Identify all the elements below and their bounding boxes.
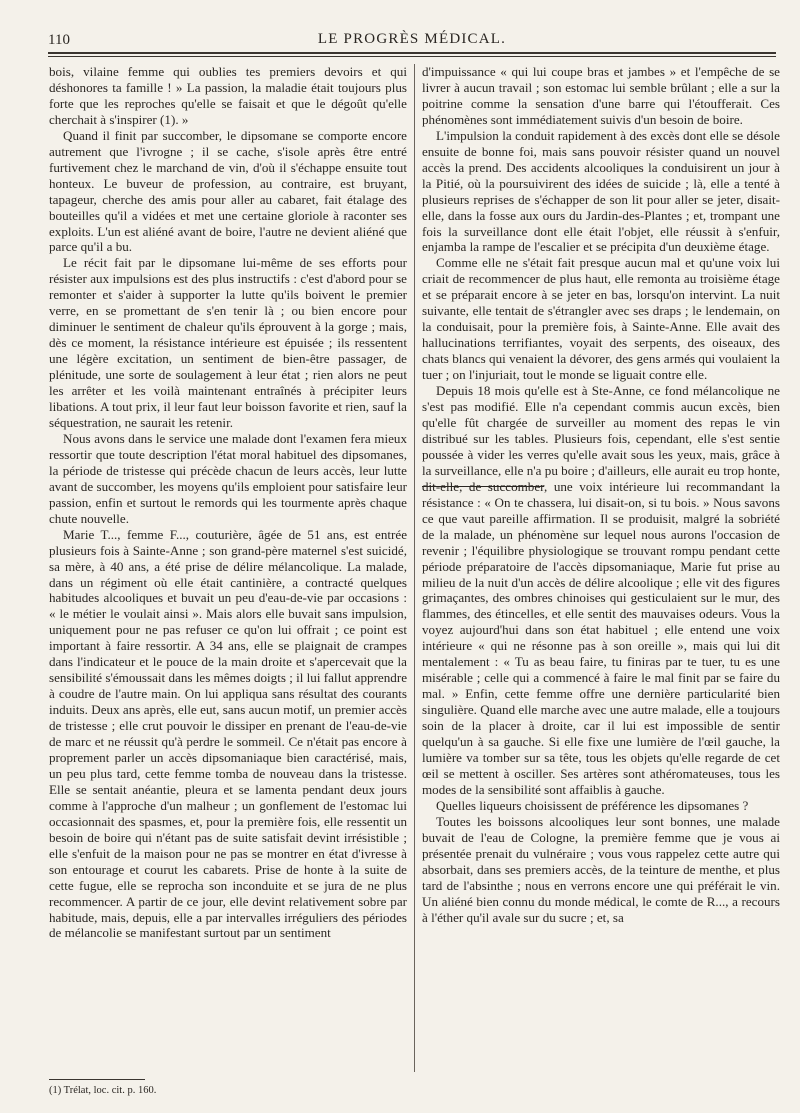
page-header [48,30,776,52]
paragraph: L'impulsion la conduit rapidement à des excès dont elle se désole ensuite de bonne foi, mais sans pouvoir résister quand un nouvel accès la prend. Des accidents alcooliques la conduisirent un jour à la Pitié, où la poursuivirent des idées de suicide ; là, elle a tenté à plusieurs reprises de s'échapper de son lit pour aller se jeter, disait-elle, dans la fosse aux ours du Jardin-des-Plantes ; et, trompant une fois la surveillance dont elle était l'objet, elle réussit à s'enfuir, enjamba la rampe de l'escalier et se précipita d'un deuxième étage. [422,127,780,255]
right-column [422,64,780,925]
paragraph [422,383,780,798]
paragraph: Quelles liqueurs choisissent de préférence les dipsomanes ? [436,797,749,813]
text-run: Depuis 18 mois qu'elle est à Ste-Anne, ce fond mélancolique ne s'est pas modifié. Elle n'a cependant commis aucun excès, bien qu'elle fût chargée de surveiller au moment des repas le vin distribué sur les tables. Plusieurs fois, cependant, elle s'est sentie poussée à vider les verres qu'elle avait sous les yeux, mais, grâce à la surveillance, elle n'a pu boire ; d'ailleurs, elle aurait eu trop honte, [422,383,780,478]
text-run: , une voix intérieure lui recommandant la résistance : « On te chassera, lui disait-on, si tu bois. » Nous savons ce que vaut pareille affirmation. Il se produisit, malgré la sobriété de la malade, un phénomène sur lequel nous aurons l'occasion de revenir ; l'équilibre physiologique se trouvant rompu pendant cette période préparatoire de l'accès dipsomaniaque, Marie fut prise au milieu de la nuit d'un accès de délire alcoolique ; elle vit des figures grimaçantes, des ombres chinoises qui gesticulaient sur le mur, des flammes, des étincelles, et elle sentit des mauvaises odeurs. Vous la voyez aujourd'hui dans son état habituel ; elle entend une voix intérieure « qui ne résonne pas à son oreille », mais qui lui dit mentalement : « Tu as beau faire, tu finiras par te tuer, tu es une misérable ; celle qui a commencé à faire le mal finit par se faire du mal. » Enfin, cette femme offre une dernière particularité bien singulière. Quand elle marche avec une autre malade, elle a toujours soin de la placer à droite, car il lui est impossible de sentir quelqu'un à sa gauche. Si elle fixe une lumière de l'œil gauche, la lumière va tomber sur sa tête, tous les objets qu'elle regarde de cet œil se mettent à osciller. Ses artères sont athéromateuses, tous les modes de la sensibilité sont affaiblis à gauche. [422,478,781,797]
running-title: LE PROGRÈS MÉDICAL. [317,31,507,47]
column-divider [414,64,415,1072]
paragraph: Marie T..., femme F..., couturière, âgée de 51 ans, est entrée plusieurs fois à Sainte-Anne ; son grand-père maternel s'est suicidé, sa mère, à 40 ans, a été prise de délire mélancolique. La malade, dans un régiment où elle était cantinière, a contracté quelques habitudes alcooliques et buvait un peu d'eau-de-vie par occasions : « le métier le voulait ainsi ». Mais alors elle buvait sans impulsion, uniquement pour ne pas refuser ce qu'on lui offrait ; ce point est important à faire ressortir. A 34 ans, elle se plaignait de crampes dans l'indicateur et le pouce de la main droite et s'apercevait que la sensibilité s'émoussait dans les mêmes doigts ; il lui fallut apprendre à coudre de l'autre main. On lui appliqua sans résultat des courants induits. Deux ans après, elle eut, sans aucun motif, un premier accès de tristesse ; elle crut pouvoir le dissiper en prenant de l'eau-de-vie de marc et ne réussit qu'à perdre le sommeil. Ce n'était pas encore à proprement parler un accès dipsomaniaque bien caractérisé, mais, un peu plus tard, cette femme tomba de nouveau dans la tristesse. Elle se sentait anéantie, pleura et se lamenta pendant deux jours comme à l'approche d'un malheur ; un gonflement de l'estomac lui occasionnait des spasmes, et, pour la première fois, elle ressentit un besoin de boire qui n'étant pas de suite satisfait devint irrésistible ; elle s'enfuit de la maison pour ne pas se montrer en état d'ivresse à son entourage et courut les cabarets. Prise de honte à la suite de cette fugue, elle se reprocha son inconduite et se jura de ne plus recommencer. A partir de ce jour, elle devint relativement sobre par habitude, mais, depuis, elle a par intervalles irréguliers des périodes de mélancolie se manifestant surtout par un sentiment [49,526,408,941]
struck-text: dit-elle, de succomber [422,478,545,494]
footnote: (1) Trélat, loc. cit. p. 160. [49,1085,157,1096]
paragraph: bois, vilaine femme qui oublies tes premiers devoirs et qui déshonores ta famille ! » La passion, la maladie était toujours plus forte que les reproches qu'elle se faisait et que le dégoût qu'elle cherchait à s'inspirer (1). » [49,64,407,127]
left-column [49,64,407,941]
paragraph: Toutes les boissons alcooliques leur sont bonnes, une malade buvait de l'eau de Cologne, la première femme que je vous ai présentée prenait du vulnéraire ; vous vous rappelez cette autre qui absorbait, dans ses premiers accès, de la teinture de menthe, et plus tard de l'absinthe ; nous en verrons encore une qui préférait le vin. Un aliéné bien connu du monde médical, le comte de R..., a recours à l'éther qu'il avale sur du sucre ; et, sa [422,813,780,925]
footnote-rule [49,1079,145,1080]
header-rule-thin [48,56,776,57]
page-number: 110 [48,32,70,48]
header-rule [48,52,776,54]
paragraph: Quand il finit par succomber, le dipsomane se comporte encore autrement que l'ivrogne ; il se cache, s'isole après être entré furtivement chez le marchand de vin, d'où il s'échappe ensuite tout honteux. Le buveur de profession, au contraire, est bruyant, tapageur, cherche des amis pour aller au cabaret, fait étalage des bouteilles qu'il a vidées et met une certaine gloriole à raconter ses exploits. L'un est aliéné avant de boire, l'autre ne devient aliéné que parce qu'il a bu. [49,127,407,255]
paragraph: Comme elle ne s'était fait presque aucun mal et qu'une voix lui criait de recommencer de plus haut, elle remonta au troisième étage et se préparait encore à se jeter en bas, lorsqu'on intervint. La nuit suivante, elle tentait de s'étrangler avec ses draps ; le lendemain, on la conduisait, pour la première fois, à Sainte-Anne. Elle avait des hallucinations terrifiantes, voyait des serpents, des oiseaux, des chats blancs qui venaient la dévorer, des gens armés qui voulaient la tuer ; on l'injuriait, tout le monde se liguait contre elle. [422,255,780,383]
paragraph: Nous avons dans le service une malade dont l'examen fera mieux ressortir que toute description l'état moral habituel des dipsomanes, la période de tristesse qui précède chacun de leurs accès, leur lutte avant de succomber, les moyens qu'ils emploient pour satisfaire leur passion, enfin et surtout le remords qui les tourmente après chaque chute nouvelle. [49,430,407,526]
paragraph: d'impuissance « qui lui coupe bras et jambes » et l'empêche de se livrer à aucun travail ; son estomac lui semble brûlant ; elle a sur la poitrine comme la sensation d'une barre qui l'étoufferait. Ces phénomènes sont immédiatement suivis d'un besoin de boire. [422,64,780,127]
paragraph: Le récit fait par le dipsomane lui-même de ses efforts pour résister aux impulsions est des plus instructifs : c'est d'abord pour se remonter et s'aider à supporter la lutte qu'ils boivent le premier verre, en se promettant de s'en tenir là ; ou bien encore pour diminuer le sentiment de chaleur qu'ils éprouvent à la gorge ; mais, dès ce moment, la résistance intérieure est épuisée ; ils ressentent une légère excitation, un sentiment de bien-être passager, de plénitude, une sorte de soulagement à leur état ; rien alors ne peut les arrêter et les voilà maintenant entraînés à précipiter leurs libations. A tout prix, il leur faut leur boisson favorite et rien, sauf la séquestration, ne saurait les retenir. [49,255,407,430]
